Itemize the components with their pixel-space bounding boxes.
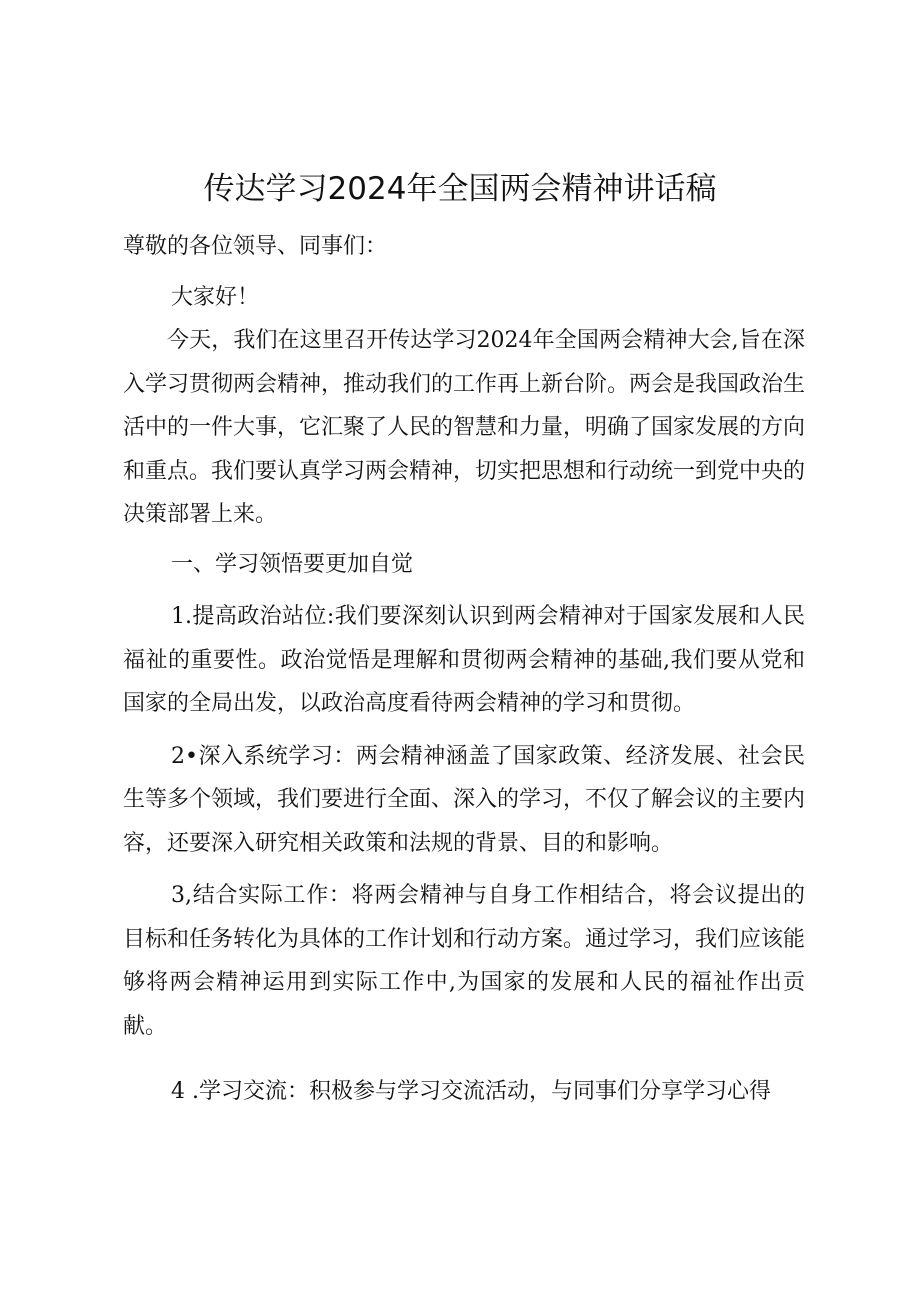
section-heading-1: 一、学习领悟要更加自觉 [171, 551, 414, 577]
greeting: 大家好！ [171, 284, 260, 310]
document-body [123, 225, 805, 1123]
intro-paragraph: 今天，我们在这里召开传达学习2024年全国两会精神大会,旨在深入学习贯彻两会精神，推动我们的工作再上新台阶。两会是我国政治生活中的一件大事，它汇聚了人民的智慧和力量，明确了国家发展的方向和重点。我们要认真学习两会精神，切实把思想和行动统一到党中央的决策部署上来。 [123, 328, 806, 527]
document-title: 传达学习2024年全国两会精神讲话稿 [203, 171, 717, 207]
list-item-2: 2•深入系统学习：两会精神涵盖了国家政策、经济发展、社会民生等多个领域，我们要进行全面、深入的学习，不仅了解会议的主要内容，还要深入研究相关政策和法规的背景、目的和影响。 [123, 743, 806, 856]
list-item-1: 1.提高政治站位:我们要深刻认识到两会精神对于国家发展和人民福祉的重要性。政治觉悟是理解和贯彻两会精神的基础,我们要从党和国家的全局出发，以政治高度看待两会精神的学习和贯彻。 [123, 604, 805, 716]
list-item-3: 3,结合实际工作：将两会精神与自身工作相结合，将会议提出的目标和任务转化为具体的工作计划和行动方案。通过学习，我们应该能够将两会精神运用到实际工作中,为国家的发展和人民的福祉作出贡献。 [123, 883, 806, 1039]
salutation: 尊敬的各位领导、同事们： [123, 234, 388, 259]
list-item-4: 4 .学习交流：积极参与学习交流活动，与同事们分享学习心得 [171, 1079, 771, 1104]
